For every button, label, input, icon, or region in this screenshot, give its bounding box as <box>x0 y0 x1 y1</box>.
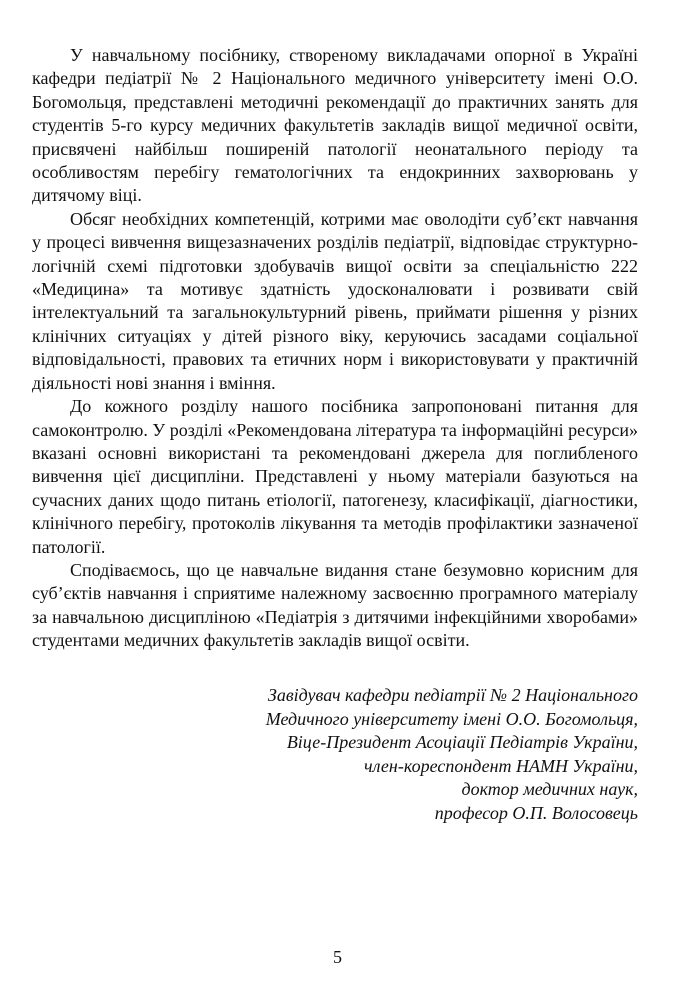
body-text <box>32 44 638 653</box>
paragraph-4: Сподіваємось, що це навчальне видання стане безумовно корисним для суб’єктів навчання і сприятиме належному засвоєнню програмного матеріалу за навчальною дисципліною «Педіатрія з дитячими інфекційними хворобами» студентами медичних факультетів закладів вищої освіти. <box>32 559 638 651</box>
paragraph-2: Обсяг необхідних компетенцій, котрими має оволодіти суб’єкт навчання у процесі вивчення вищезазначених розділів педіатрії, відповідає структурно-логічній схемі підготовки здобувачів вищої освіти за спеціальністю 222 «Медицина» та мотивує здатність удосконалювати і розвивати свій інтелектуальний та загальнокультурний рівень, приймати рішення у різних клінічних ситуаціях у дітей різного віку, керуючись засадами соціальної відповідальності, правових та етичних норм і використовувати у практичній діяльності нові знання і вміння. <box>32 208 638 393</box>
signature-line-6: професор О.П. Волосовець <box>434 802 638 823</box>
paragraph-3: До кожного розділу нашого посібника запропоновані питання для самоконтролю. У розділі «Рекомендована література та інформаційні ресурси» вказані основні використані та рекомендовані джерела для поглибленого вивчення цієї дисципліни. Представлені у ньому матеріали базуються на сучасних даних щодо питань етіології, патогенезу, класифікації, діагностики, клінічного перебігу, протоколів лікування та методів профілактики зазначеної патології. <box>32 396 638 557</box>
signature-block <box>178 684 638 825</box>
signature-line-3: Віце-Президент Асоціації Педіатрів України, <box>286 732 638 752</box>
signature-line-2: Медичного університету імені О.О. Богомольця, <box>265 708 638 729</box>
signature-line-1: Завідувач кафедри педіатрії № 2 Національного <box>267 685 638 705</box>
signature-line-4: член-кореспондент НАМН України, <box>364 755 638 776</box>
signature-line-5: доктор медичних наук, <box>461 779 638 799</box>
paragraph-1: У навчальному посібнику, створеному викладачами опорної в Україні кафедри педіатрії № 2 Національного медичного університету імені О.О. Богомольця, представлені методичні рекомендації до практичних занять для студентів 5-го курсу медичних факультетів закладів вищої медичної освіти, присвячені найбільш поширеній патології неонатального періоду та особливостям перебігу гематологічних та ендокринних захворювань у дитячому віці. <box>32 45 638 206</box>
page-number: 5 <box>333 947 342 967</box>
